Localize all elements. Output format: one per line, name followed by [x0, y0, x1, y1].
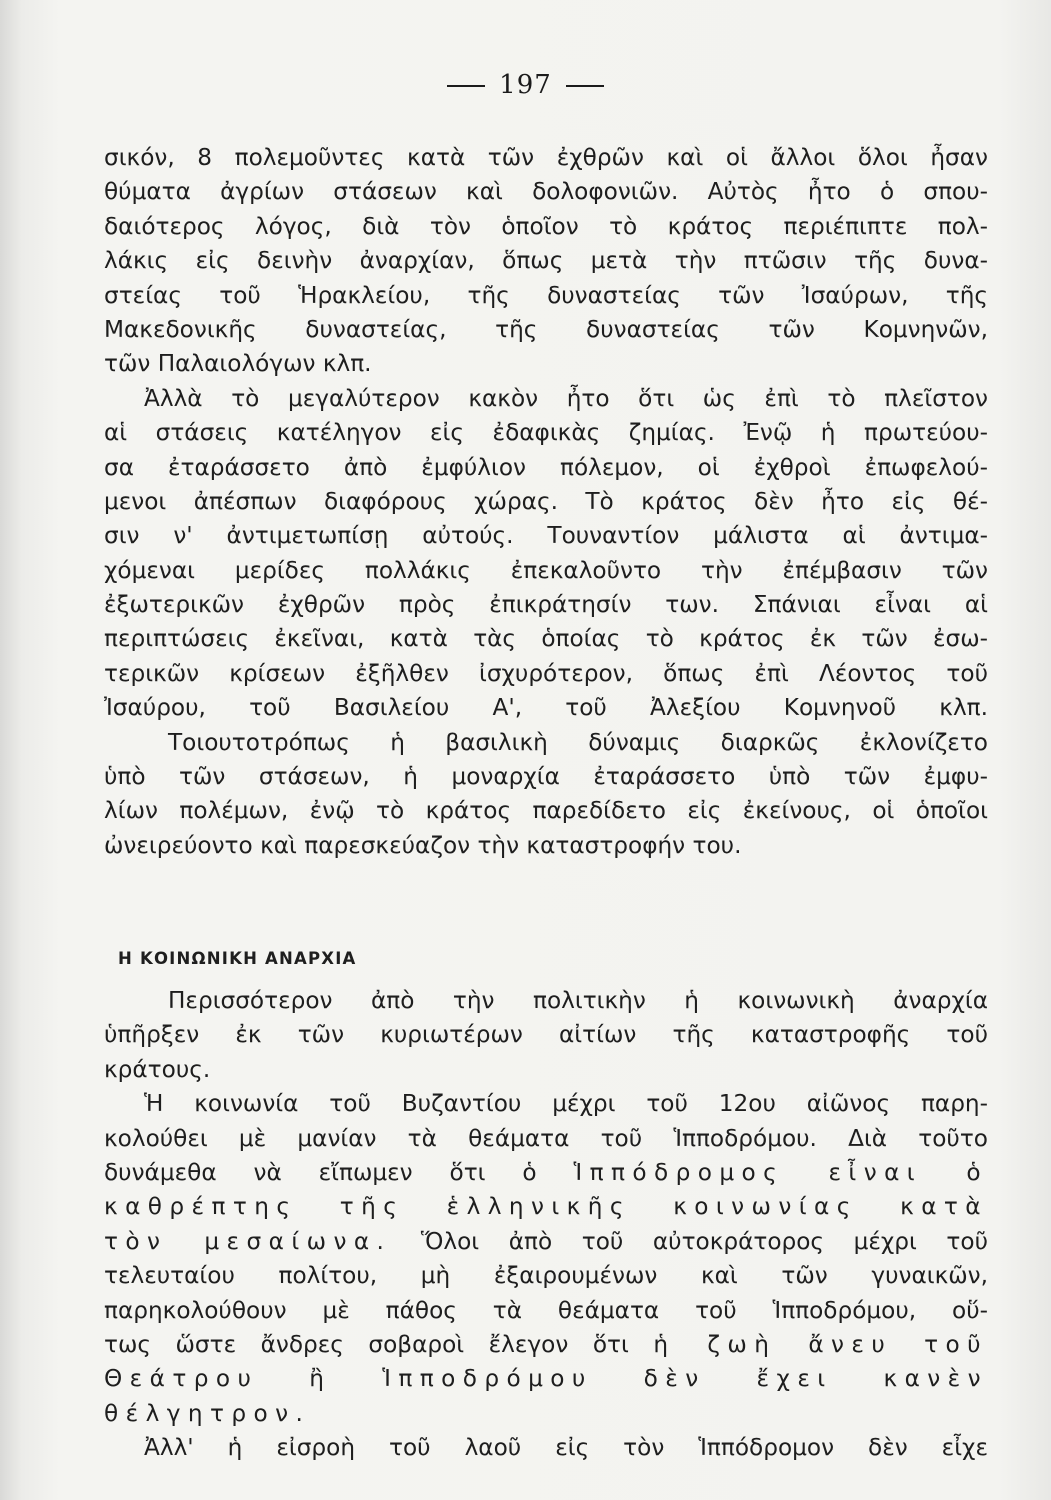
text-line: λάκις εἰς δεινὴν ἀναρχίαν, ὅπως μετὰ τὴν πτῶσιν τῆς δυνα-	[104, 247, 988, 275]
text-line: Ἀλλὰ τὸ μεγαλύτερον κακὸν ἦτο ὅτι ὡς ἐπὶ τὸ πλεῖστον	[144, 384, 988, 412]
text-line: θέλγητρον.	[104, 1399, 311, 1427]
text-line: θύματα ἀγρίων στάσεων καὶ δολοφονιῶν. Αὐτὸς ἦτο ὁ σπου-	[104, 178, 988, 206]
text-line: ὑπῆρξεν ἐκ τῶν κυριωτέρων αἰτίων τῆς καταστροφῆς τοῦ	[104, 1021, 988, 1049]
spaced-text-run: τὸν μεσαίωνα.	[104, 1227, 392, 1255]
text-line: Ἰσαύρου, τοῦ Βασιλείου Α', τοῦ Ἀλεξίου Κομνηνοῦ κλπ.	[104, 694, 988, 722]
text-line	[104, 1225, 988, 1259]
text-line: ἐξωτερικῶν ἐχθρῶν πρὸς ἐπικράτησίν των. Σπάνιαι εἶναι αἱ	[104, 591, 988, 619]
text-run: δυνάμεθα νὰ εἴπωμεν ὅτι ὁ	[104, 1158, 537, 1186]
text-line: ὠνειρεύοντο καὶ παρεσκεύαζον τὴν καταστροφήν του.	[104, 831, 742, 859]
page-number: 197	[499, 70, 552, 100]
text-line: Ἀλλ' ἡ εἰσροὴ τοῦ λαοῦ εἰς τὸν Ἱππόδρομον δὲν εἶχε	[144, 1434, 988, 1462]
right-dash	[566, 85, 604, 87]
text-line: ὑπὸ τῶν στάσεων, ἡ μοναρχία ἐταράσσετο ὑπὸ τῶν ἐμφυ-	[104, 763, 988, 791]
text-line: μενοι ἀπέσπων διαφόρους χώρας. Τὸ κράτος δὲν ἦτο εἰς θέ-	[104, 487, 988, 515]
paragraphs-section-2	[104, 984, 988, 1465]
text-line: δαιότερος λόγος, διὰ τὸν ὁποῖον τὸ κράτος περιέπιπτε πολ-	[104, 212, 988, 240]
text-line: σα ἐταράσσετο ἀπὸ ἐμφύλιον πόλεμον, οἱ ἐχθροὶ ἐπωφελού-	[104, 453, 988, 481]
text-line: τῶν Παλαιολόγων κλπ.	[104, 350, 372, 378]
text-line: χόμεναι μερίδες πολλάκις ἐπεκαλοῦντο τὴν ἐπέμβασιν τῶν	[104, 556, 988, 584]
text-line: κράτους.	[104, 1055, 211, 1083]
text-run: Ὅλοι ἀπὸ τοῦ αὐτοκράτορος μέχρι τοῦ	[420, 1227, 988, 1255]
text-line: κολούθει μὲ μανίαν τὰ θεάματα τοῦ Ἱπποδρόμου. Διὰ τοῦτο	[104, 1124, 988, 1152]
text-run: τως ὥστε ἄνδρες σοβαροὶ ἔλεγον ὅτι	[104, 1330, 629, 1358]
text-line: λίων πολέμων, ἐνῷ τὸ κράτος παρεδίδετο εἰς ἐκείνους, οἱ ὁποῖοι	[104, 797, 988, 825]
text-line: παρηκολούθουν μὲ πάθος τὰ θεάματα τοῦ Ἱπποδρόμου, οὕ-	[104, 1296, 988, 1324]
text-line: σιν ν' ἀντιμετωπίσῃ αὐτούς. Τουναντίον μάλιστα αἱ ἀντιμα-	[104, 522, 988, 550]
page-number-header	[0, 70, 1051, 100]
text-line: τερικῶν κρίσεων ἐξῆλθεν ἰσχυρότερον, ὅπως ἐπὶ Λέοντος τοῦ	[104, 659, 988, 687]
text-line: Ἡ κοινωνία τοῦ Βυζαντίου μέχρι τοῦ 12ου αἰῶνος παρη-	[144, 1090, 988, 1118]
text-line: Θεάτρου ἢ Ἱπποδρόμου δὲν ἔχει κανὲν	[104, 1365, 988, 1393]
text-line: Μακεδονικῆς δυναστείας, τῆς δυναστείας τῶν Κομνηνῶν,	[104, 315, 988, 343]
spaced-text-run: ἡ ζωὴ ἄνευ τοῦ	[653, 1330, 988, 1358]
text-line: καθρέπτης τῆς ἑλληνικῆς κοινωνίας κατὰ	[104, 1193, 988, 1221]
section-heading: Η ΚΟΙΝΩΝΙΚΗ ΑΝΑΡΧΙΑ	[118, 949, 357, 968]
text-line: περιπτώσεις ἐκεῖναι, κατὰ τὰς ὁποίας τὸ κράτος ἐκ τῶν ἐσω-	[104, 625, 988, 653]
paragraphs-section-1	[104, 141, 988, 863]
spaced-text-run: Ἱππόδρομος εἶναι ὁ	[573, 1158, 988, 1186]
text-line: Περισσότερον ἀπὸ τὴν πολιτικὴν ἡ κοινωνικὴ ἀναρχία	[168, 987, 988, 1014]
text-line: αἱ στάσεις κατέληγον εἰς ἐδαφικὰς ζημίας. Ἐνῷ ἡ πρωτεύου-	[104, 419, 988, 447]
text-line	[104, 1156, 988, 1190]
left-dash	[447, 85, 485, 87]
text-line: στείας τοῦ Ἡρακλείου, τῆς δυναστείας τῶν Ἰσαύρων, τῆς	[104, 281, 988, 309]
text-line: τελευταίου πολίτου, μὴ ἐξαιρουμένων καὶ τῶν γυναικῶν,	[104, 1262, 988, 1290]
text-line: Τοιουτοτρόπως ἡ βασιλικὴ δύναμις διαρκῶς ἐκλονίζετο	[168, 728, 988, 756]
text-line	[104, 1328, 988, 1362]
text-line: σικόν, 8 πολεμοῦντες κατὰ τῶν ἐχθρῶν καὶ οἱ ἄλλοι ὅλοι ἦσαν	[104, 144, 988, 171]
